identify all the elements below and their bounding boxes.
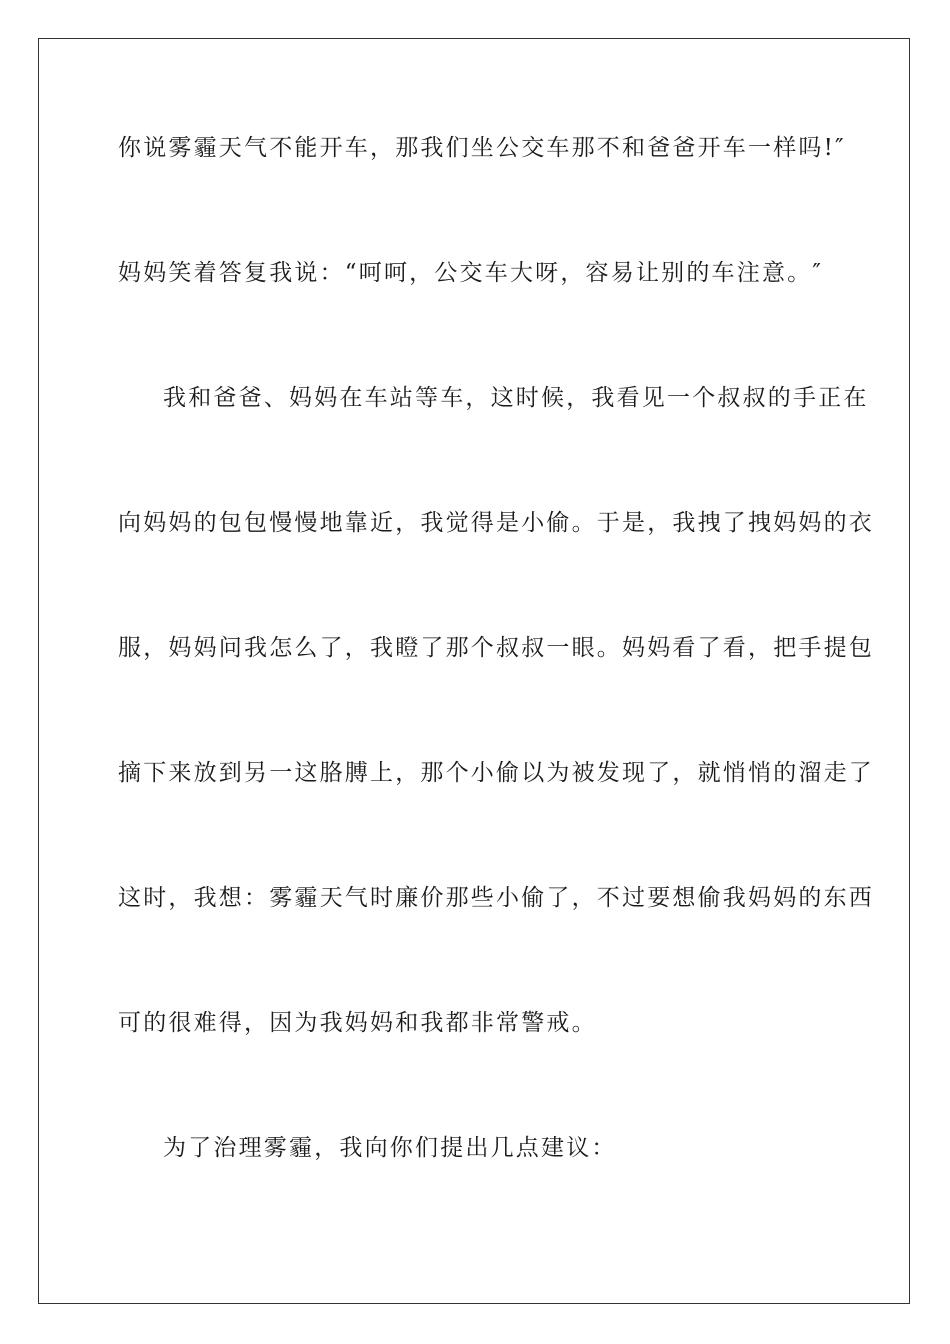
text-line-4: 向妈妈的包包慢慢地靠近，我觉得是小偷。于是，我拽了拽妈妈的衣 bbox=[118, 510, 874, 536]
text-line-5: 服，妈妈问我怎么了，我瞪了那个叔叔一眼。妈妈看了看，把手提包 bbox=[118, 635, 874, 661]
page-border bbox=[38, 38, 910, 1304]
text-line-1: 你说雾霾天气不能开车，那我们坐公交车那不和爸爸开车一样吗!″ bbox=[118, 135, 846, 161]
paragraph-start-line-9: 为了治理雾霾，我向你们提出几点建议： bbox=[163, 1135, 617, 1161]
text-line-6: 摘下来放到另一这胳膊上，那个小偷以为被发现了，就悄悄的溜走了 bbox=[118, 760, 874, 786]
text-line-7: 这时，我想：雾霾天气时廉价那些小偷了，不过要想偷我妈妈的东西 bbox=[118, 885, 874, 911]
paragraph-start-line-3: 我和爸爸、妈妈在车站等车，这时候，我看见一个叔叔的手正在 bbox=[163, 385, 869, 411]
text-line-2: 妈妈笑着答复我说：“呵呵，公交车大呀，容易让别的车注意。″ bbox=[118, 260, 824, 286]
text-line-8: 可的很难得，因为我妈妈和我都非常警戒。 bbox=[118, 1010, 597, 1036]
